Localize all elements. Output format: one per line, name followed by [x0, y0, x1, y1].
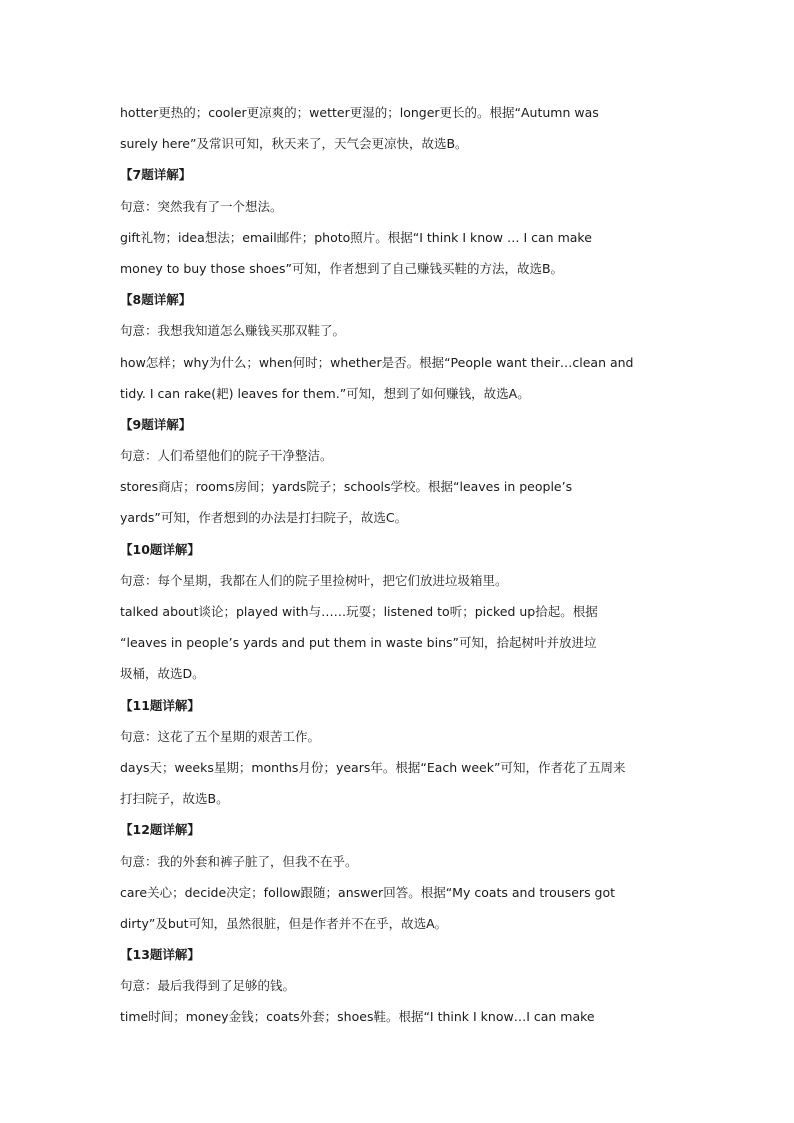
text-line: hotter更热的；cooler更凉爽的；wetter更湿的；longer更长的。根据“Autumn was	[120, 105, 599, 120]
text-line: yards”可知，作者想到的办法是打扫院子，故选C。	[120, 510, 408, 526]
section-heading: 【7题详解】	[120, 167, 192, 183]
text-line: dirty”及but可知，虽然很脏，但是作者并不在乎，故选A。	[120, 915, 448, 931]
text-line: stores商店；rooms房间；yards院子；schools学校。根据“leaves in people’s	[120, 479, 573, 495]
text-line: 句意：这花了五个星期的艰苦工作。	[120, 728, 321, 744]
text-line: gift礼物；idea想法；email邮件；photo照片。根据“I think I know … I can make	[120, 229, 592, 245]
text-line: 句意：突然我有了一个想法。	[120, 198, 283, 214]
text-line: days天；weeks星期；months月份；years年。根据“Each week”可知，作者花了五周来	[120, 759, 626, 775]
text-line: time时间；money金钱；coats外套；shoes鞋。根据“I think I know…I can make	[120, 1009, 595, 1025]
text-line: care关心；decide决定；follow跟随；answer回答。根据“My coats and trousers got	[120, 884, 616, 900]
text-line: 句意：我的外套和裤子脏了，但我不在乎。	[120, 853, 358, 869]
text-line: 句意：每个星期，我都在人们的院子里捡树叶，把它们放进垃圾箱里。	[120, 572, 508, 588]
text-line: 圾桶，故选D。	[120, 666, 205, 682]
text-line: 句意：人们希望他们的院子干净整洁。	[120, 448, 333, 464]
section-heading: 【13题详解】	[120, 947, 200, 963]
section-heading: 【12题详解】	[120, 822, 200, 838]
section-heading: 【8题详解】	[120, 292, 192, 308]
section-heading: 【11题详解】	[120, 697, 200, 713]
section-heading: 【10题详解】	[120, 541, 200, 557]
text-line: 句意：我想我知道怎么赚钱买那双鞋了。	[120, 323, 346, 339]
text-line: surely here”及常识可知，秋天来了，天气会更凉快，故选B。	[120, 136, 468, 152]
document-page	[120, 97, 680, 1033]
text-line: talked about谈论；played with与……玩耍；listened to听；picked up拾起。根据	[120, 604, 598, 619]
text-line: 打扫院子，故选B。	[120, 791, 229, 807]
text-line: money to buy those shoes”可知，作者想到了自己赚钱买鞋的方法，故选B。	[120, 260, 564, 276]
section-heading: 【9题详解】	[120, 416, 192, 432]
text-line: “leaves in people’s yards and put them in waste bins”可知，拾起树叶并放进垃	[120, 635, 597, 651]
text-line: 句意：最后我得到了足够的钱。	[120, 978, 296, 994]
text-line: how怎样；why为什么；when何时；whether是否。根据“People want their…clean and	[120, 354, 634, 370]
text-line: tidy. I can rake(耙) leaves for them.”可知，想到了如何赚钱，故选A。	[120, 385, 530, 401]
